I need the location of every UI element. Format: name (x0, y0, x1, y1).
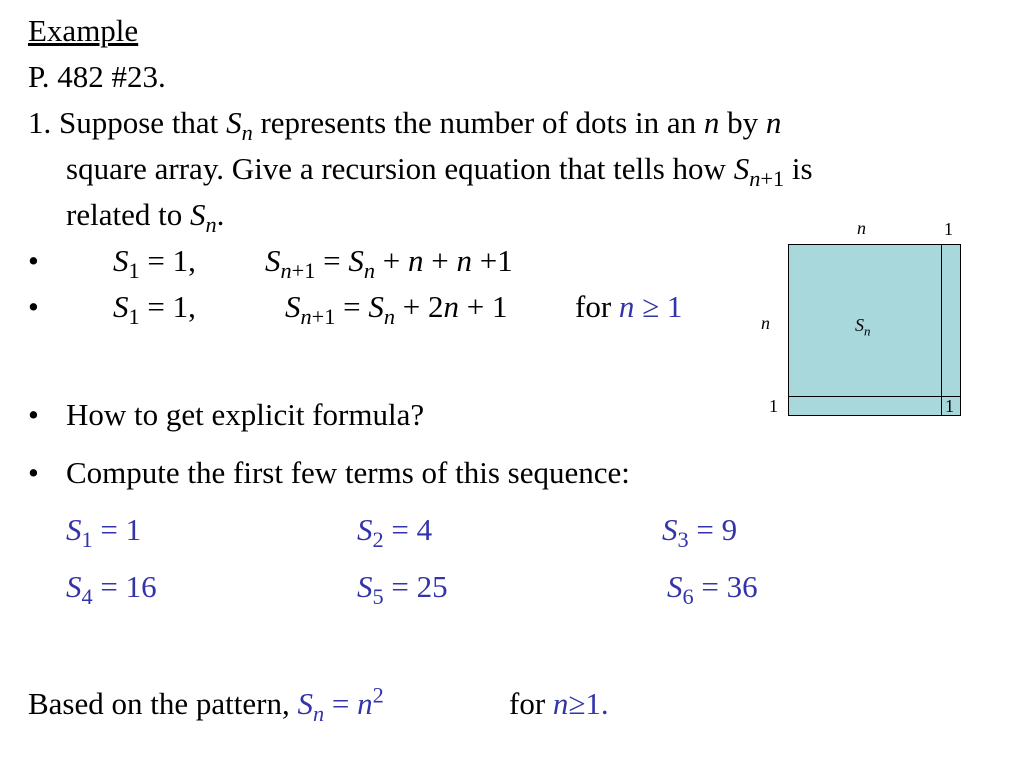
diagram-label-left-1: 1 (769, 396, 778, 416)
divider-vertical (941, 244, 942, 416)
problem-text: Suppose that (59, 105, 227, 140)
var-s: S (189, 197, 206, 232)
right-strip (942, 244, 961, 416)
diagram-label-sn: $S_n$ (855, 315, 871, 339)
square-array-diagram (748, 212, 988, 427)
bullet-4-text: Compute the first few terms of this sequence: (66, 455, 630, 490)
problem-text: square array. Give a recursion equation that tells how (66, 151, 734, 186)
divider-horizontal (788, 396, 961, 397)
term-s4: $S_4 = 16$ (66, 569, 157, 610)
problem-line-3 (66, 195, 225, 238)
bullet-3-text: How to get explicit formula? (66, 397, 425, 432)
bullet-3-mark: • (28, 397, 39, 432)
var-s: S (226, 105, 242, 140)
problem-number: 1. (28, 105, 52, 140)
var-s: S (733, 151, 750, 186)
bullet-2-mark: • (28, 289, 39, 324)
conclusion: Based on the pattern, $S_n = n^2$ (28, 682, 384, 727)
var-n1-sub: n+1 (749, 166, 785, 192)
bullet-1-mark: • (28, 243, 39, 278)
var-n: n (703, 105, 720, 140)
diagram-label-top-1: 1 (944, 219, 953, 239)
bullet-2-condition: for n ≥ 1 (575, 289, 683, 324)
term-s6: $S_6 = 36$ (667, 569, 758, 610)
page-reference: P. 482 #23. (28, 59, 166, 94)
problem-text: related to (66, 197, 190, 232)
problem-line-1 (28, 103, 782, 146)
bullet-1-formula: $S_1 = 1$, (113, 243, 196, 284)
problem-text: by (719, 105, 766, 140)
example-heading: Example (28, 13, 139, 48)
term-s3: $S_3 = 9$ (662, 512, 738, 553)
conclusion-condition: for n≥1. (509, 686, 609, 721)
diagram-label-corner-1: 1 (945, 396, 954, 416)
diagram-label-left-n: n (761, 313, 770, 333)
var-n-sub: n (241, 120, 253, 146)
var-n: n (765, 105, 782, 140)
bottom-strip (788, 396, 942, 416)
term-s5: $S_5 = 25$ (357, 569, 448, 610)
var-n-sub: n (205, 212, 217, 238)
problem-line-2 (66, 149, 813, 192)
problem-text: represents the number of dots in an (252, 105, 704, 140)
term-s1: $S_1 = 1$ (66, 512, 142, 553)
bullet-4-mark: • (28, 455, 39, 490)
bullet-1-recursion: $S_{n+1} = S_n + n + n +1$ (265, 243, 513, 284)
problem-text: . (216, 197, 225, 232)
term-s2: $S_2 = 4$ (357, 512, 433, 553)
problem-text: is (784, 151, 813, 186)
bullet-2-recursion: $S_{n+1} = S_n + 2n + 1$ (285, 289, 508, 330)
bullet-2-formula: $S_1 = 1$, (113, 289, 196, 330)
diagram-label-top-n: n (857, 218, 866, 238)
